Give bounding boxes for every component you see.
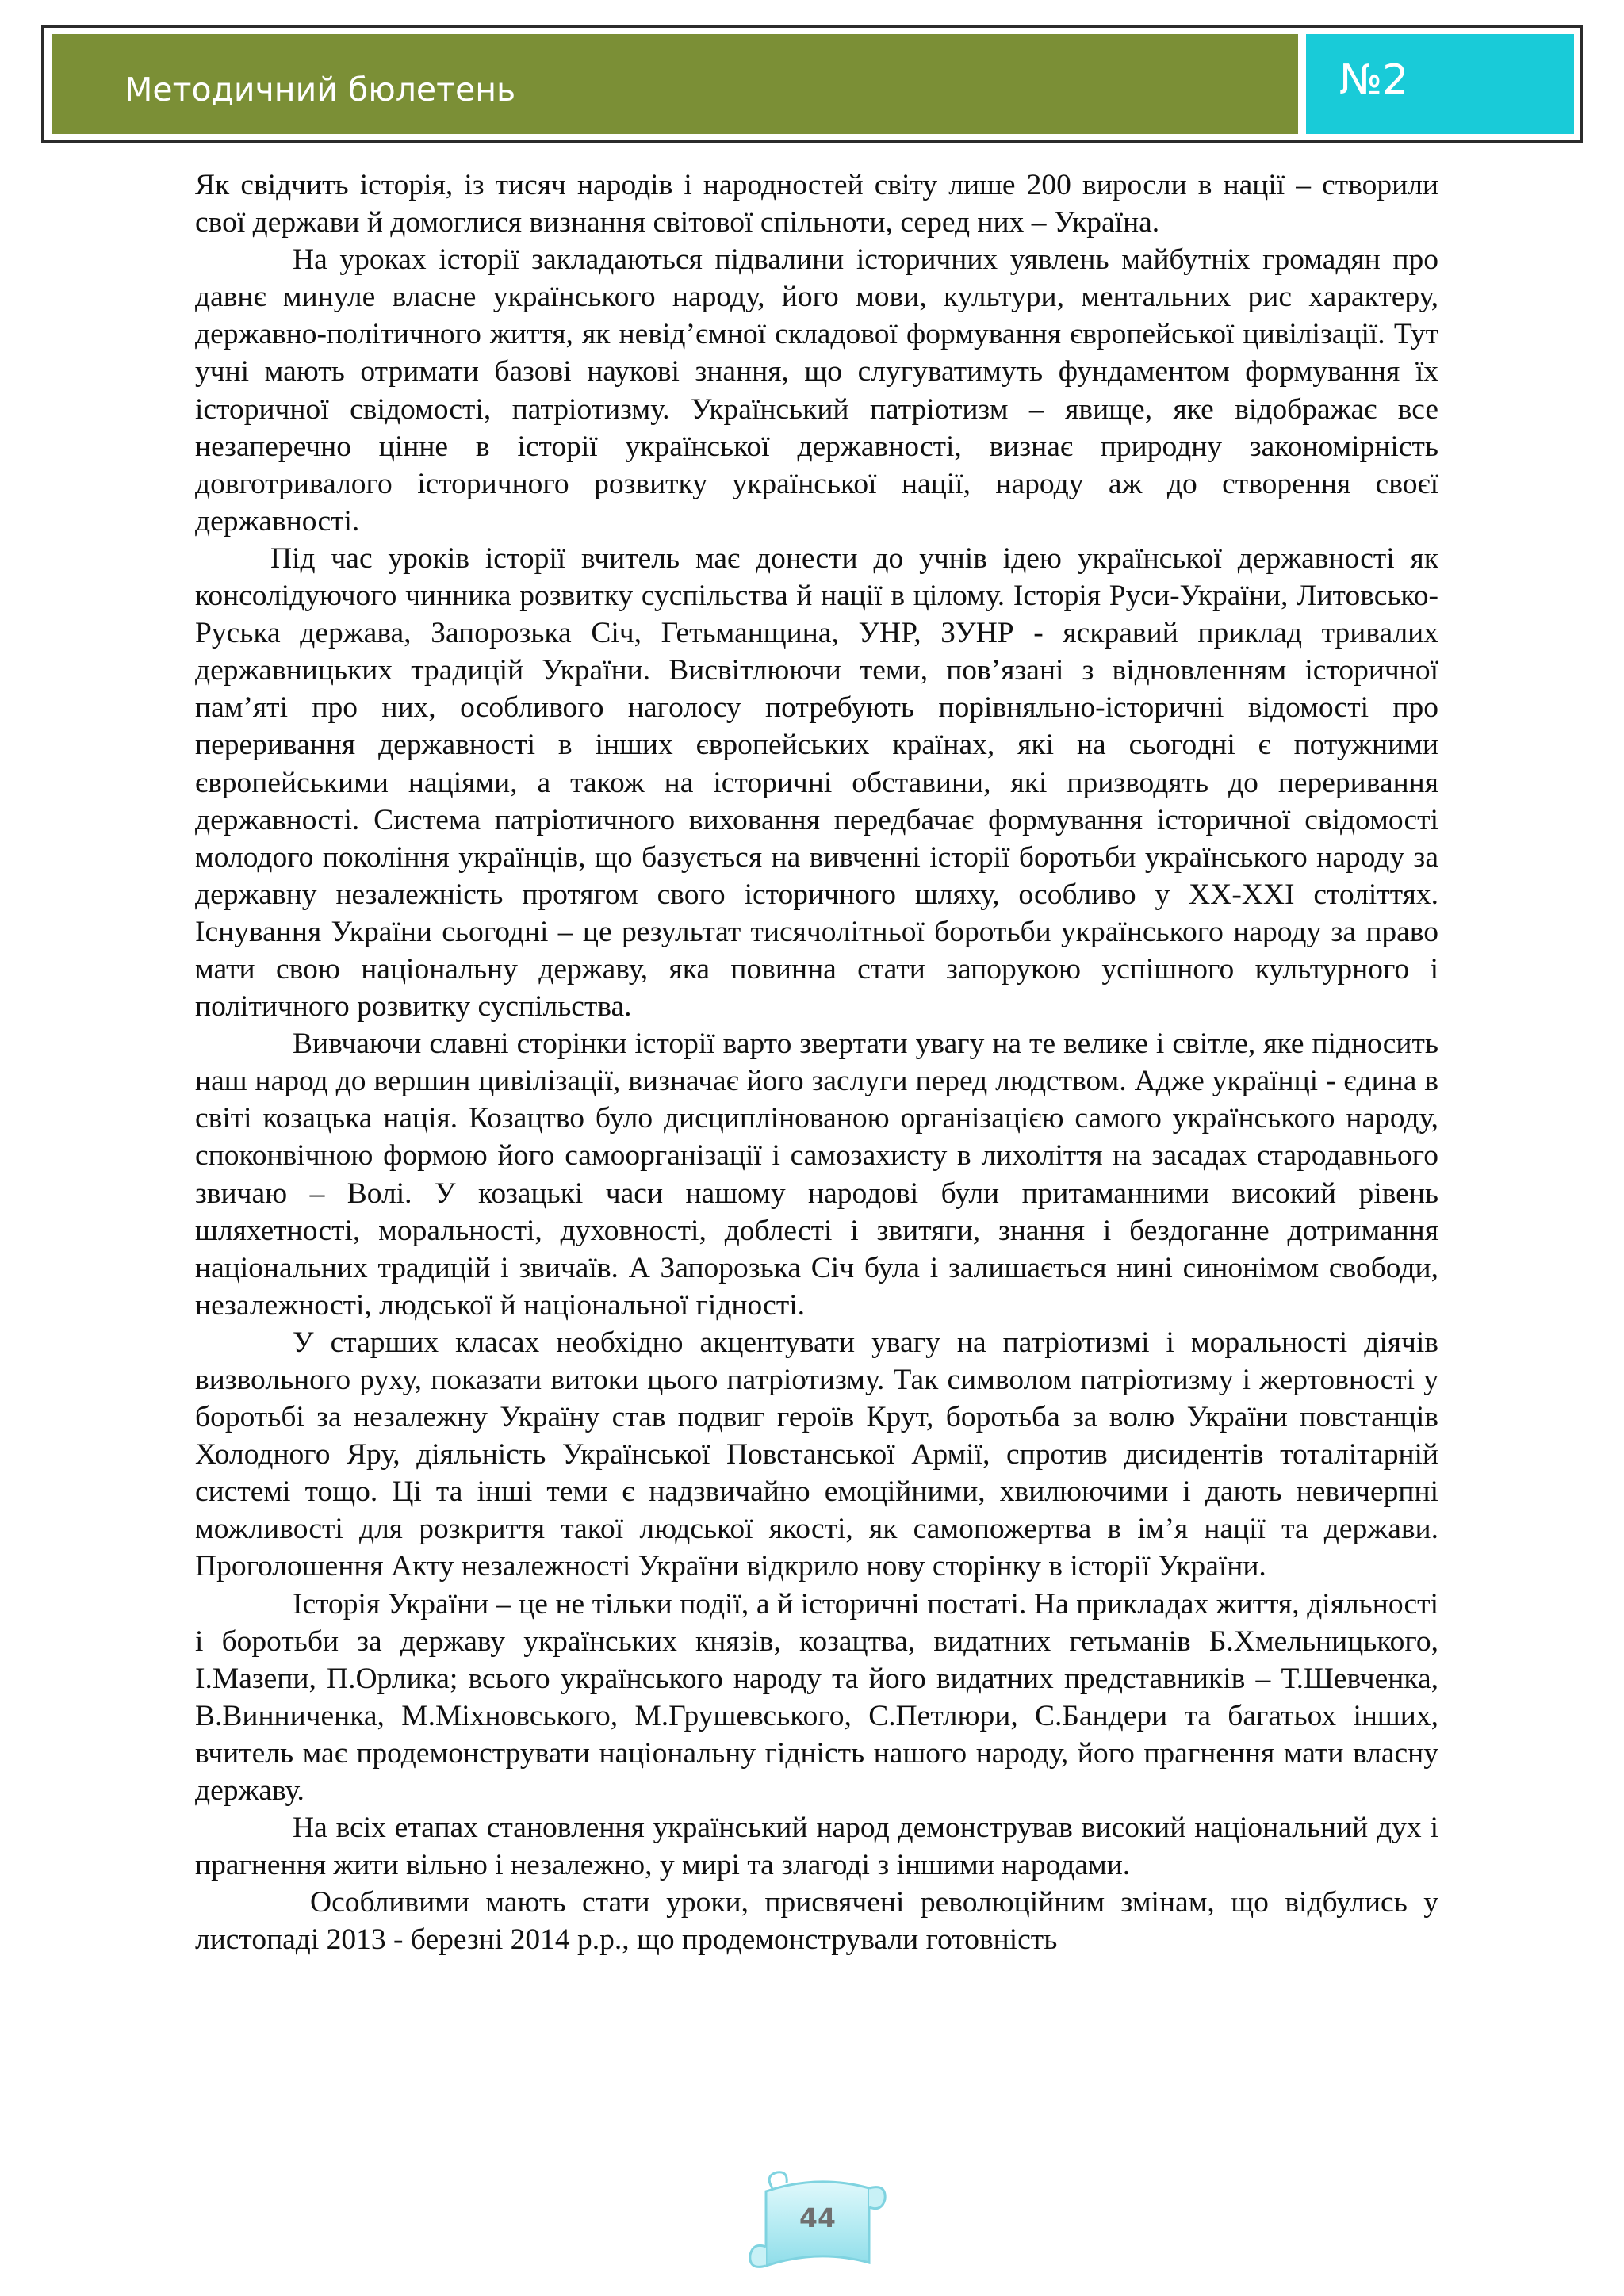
paragraph: Як свідчить історія, із тисяч народів і народностей світу лише 200 виросли в нації – створили свої держави й домоглися визнання світової спільноти, серед них – Україна. (195, 169, 1438, 239)
paragraph: Під час уроків історії вчитель має донести до учнів ідею української державності як консолідуючого чинника розвитку суспільства й нації в цілому. Історія Руси-України, Литовсько-Руська держава, Запорозька Січ, Гетьманщина, УНР, ЗУНР - яскравий приклад тривалих державницьких традицій України. Висвітлюючи теми, пов’язані з відновленням історичної пам’яті про них, особливого наголосу потребують порівняльно-історичні відомості про переривання державності в інших європейських країнах, які на сьогодні є потужними європейськими націями, а також на історичні обставини, які призводять до переривання державності. Система патріотичного виховання передбачає формування історичної свідомості молодого покоління українців, що базується на вивченні історії боротьби українського народу за державну незалежність протягом свого історичного шляху, особливо у ХХ-ХХІ століттях. Існування України сьогодні – це результат тисячолітньої боротьби українського народу за право мати свою національну державу, яка повинна стати запорукою успішного культурного і політичного розвитку суспільства. (195, 541, 1438, 1024)
page-header (41, 25, 1583, 143)
page-number-badge (742, 2160, 893, 2286)
article-body (195, 166, 1438, 1959)
paragraph: У старших класах необхідно акцентувати увагу на патріотизмі і моральності діячів визвольного руху, показати витоки цього патріотизму. Так символом патріотизму і жертовності у боротьбі за незалежну Україну став подвиг героїв Крут, боротьба за волю України повстанців Холодного Яру, діяльність Української Повстанської Армії, спротив дисидентів тоталітарній системі тощо. Ці та інші теми є надзвичайно емоційними, хвилюючими і дають невичерпні можливості для розкриття такої людської якості, як самопожертва в ім’я нації та держави. Проголошення Акту незалежності України відкрило нову сторінку в історії України. (195, 1326, 1438, 1583)
page-number: 44 (799, 2202, 836, 2233)
paragraph: Історія України – це не тільки події, а й історичні постаті. На прикладах життя, діяльності і боротьби за державу українських князів, козацтва, видатних гетьманів Б.Хмельницького, І.Мазепи, П.Орлика; всього українського народу та його видатних представників – Т.Шевченка, В.Винниченка, М.Міхновського, М.Грушевського, С.Петлюри, С.Бандери та багатьох інших, вчитель має продемонструвати національну гідність нашого народу, його прагнення мати власну державу. (195, 1587, 1438, 1808)
paragraph: Вивчаючи славні сторінки історії варто звертати увагу на те велике і світле, яке підносить наш народ до вершин цивілізації, визначає його заслуги перед людством. Адже українці - єдина в світі козацька нація. Козацтво було дисциплінованою організацією самого українського народу, споконвічною формою його самоорганізації і самозахисту в лихоліття на засадах стародавнього звичаю – Волі. У козацькі часи нашому народові були притаманними високий рівень шляхетності, моральності, духовності, доблесті і звитяги, знання і бездоганне дотримання національних традицій і звичаїв. А Запорозька Січ була і залишається нині синонімом свободи, незалежності, людської й національної гідності. (195, 1027, 1438, 1322)
paragraph: На всіх етапах становлення український народ демонстрував високий національний дух і прагнення жити вільно і незалежно, у мирі та злагоді з іншими народами. (195, 1812, 1438, 1882)
bulletin-title: Методичний бюлетень (124, 71, 516, 109)
header-issue-bar (1306, 34, 1574, 134)
header-title-bar (52, 34, 1298, 134)
paragraph: Особливими мають стати уроки, присвячені революційним змінам, що відбулись у листопаді 2013 - березні 2014 р.р., що продемонстрували готовність (195, 1886, 1438, 1957)
issue-number: №2 (1339, 56, 1409, 104)
paragraph: На уроках історії закладаються підвалини історичних уявлень майбутніх громадян про давнє минуле власне українського народу, його мови, культури, ментальних рис характеру, державно-політичного життя, як невід’ємної складової формування європейської цивілізації. Тут учні мають отримати базові наукові знання, що слугуватимуть фундаментом формування їх історичної свідомості, патріотизму. Український патріотизм – явище, яке відображає все незаперечно цінне в історії української державності, визнає природну закономірність довготривалого історичного розвитку української нації, народу аж до створення своєї державності. (195, 243, 1438, 538)
